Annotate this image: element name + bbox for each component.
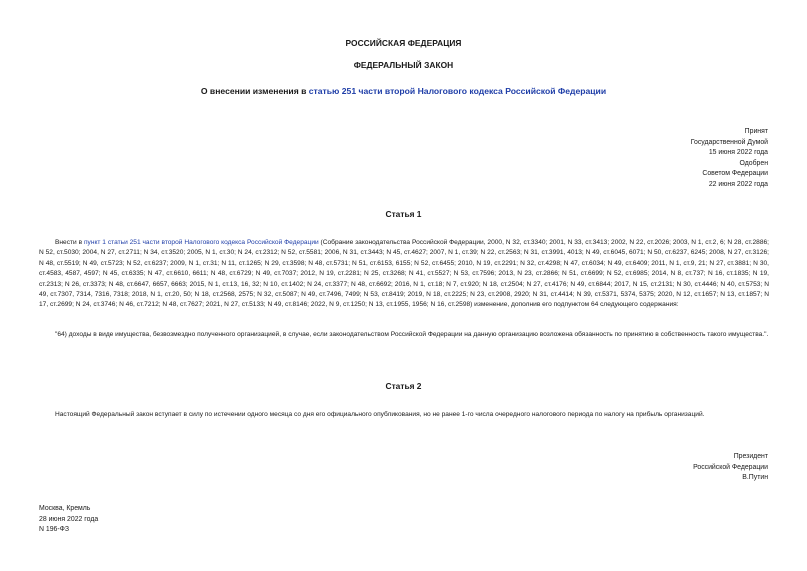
adoption-line: 22 июня 2022 года [708,180,768,188]
law-title [0,86,807,96]
adoption-line: Государственной Думой [690,138,768,146]
signature-line: В.Путин [742,474,768,482]
article-2-body [39,410,769,420]
article-1-quote-text: "64) доходы в виде имущества, безвозмездно полученного организацией, в случае, если законодательством Российской Федерации на данную организацию возложена обязанность по принятию в собственность такого имущества.". [55,331,769,338]
signature-line: Президент [733,453,768,460]
article-1-quote [39,330,769,340]
law-title-prefix: О внесении изменения в [200,86,309,96]
article-1-text: (Собрание законодательства Российской Федерации, 2000, N 32, ст.3340; 2001, N 33, ст.3413; 2002, N 22, ст.2026; 2003, N 1, ст.2, 6; N 28, ст.2886; N 52, ст.5030; 2004, N 27, ст.2711; N 34, ст.3520; 2005, N 1, ст.30; N 24, ст.2312; N 52, ст.5581; 2006, N 31, ст.3443; N 45, ст.4627; 2007, N 1, ст.39; N 22, ст.2563; N 31, ст.3991, 4013; N 49, ст.6045, 6071; N 50, ст.6237, 6245; 2008, N 27, ст.3126; N 48, ст.5519; N 49, ст.5723; N 52, ст.6237; 2009, N 1, ст.31; N 11, ст.1265; N 29, ст.3598; N 48, ст.5731; N 51, ст.6153, 6155; N 52, ст.6455; 2010, N 19, ст.2291; N 32, ст.4298; N 47, ст.6034; N 49, ст.6409; 2011, N 1, ст.9, 21; N 27, ст.3881; N 30, ст.4583, 4587, 4597; N 45, ст.6335; N 47, ст.6610, 6611; N 48, ст.6729; N 49, ст.7037; 2012, N 19, ст.2281; N 25, ст.3268; N 41, ст.5527; N 53, ст.7596; 2013, N 23, ст.2866; N 51, ст.6699; N 52, ст.6985; 2014, N 8, ст.737; N 16, ст.1835; N 19, ст.2313; N 26, ст.3373; N 48, ст.6647, 6657, 6663; 2015, N 1, ст.13, 16, 32; N 10, ст.1402; N 24, ст.3377; N 48, ст.6692; 2016, N 1, ст.18; N 7, ст.920; N 18, ст.2504; N 27, ст.4176; N 49, ст.6844; 2017, N 15, ст.2131; N 30, ст.4446; N 40, ст.5753; N 49, ст.7307, 7314, 7316, 7318; 2018, N 1, ст.20, 50; N 18, ст.2568, 2575; N 32, ст.5087; N 49, ст.7496, 7499; N 53, ст.8419; 2019, N 18, ст.2225; N 23, ст.2908, 2920; N 31, ст.4414; N 39, ст.5371, 5374, 5375; 2020, N 12, ст.1657; N 13, ст.1857; N 17, ст.2699; N 24, ст.3746; N 46, ст.7212; N 48, ст.7627; 2021, N 27, ст.5133; N 49, ст.8146; 2022, N 9, ст.1250; N 13, ст.1955, 1956; N 16, ст.2598) изменение, дополнив его подпунктом 64 следующего содержания: [39,239,769,309]
signature-line: Российской Федерации [693,463,768,471]
article-2-text: Настоящий Федеральный закон вступает в силу по истечении одного месяца со дня его официального опубликования, но не ранее 1-го числа очередного налогового периода по налогу на прибыль организаций. [55,411,705,418]
adoption-line: Советом Федерации [702,170,768,178]
adoption-block [691,127,768,191]
country-heading: РОССИЙСКАЯ ФЕДЕРАЦИЯ [345,38,462,48]
adoption-line: 15 июня 2022 года [708,149,768,157]
article-1-link[interactable]: пункт 1 статьи 251 части второй Налогового кодекса Российской Федерации [83,239,319,246]
article-2-heading: Статья 2 [385,381,422,391]
place-date-block [39,504,98,536]
adoption-line: Принят [744,128,768,135]
article-1-intro: Внести в [55,239,84,246]
law-type-heading: ФЕДЕРАЛЬНЫЙ ЗАКОН [353,60,454,70]
signature-block [693,452,768,484]
date-line: 28 июня 2022 года [39,515,99,523]
law-title-link[interactable]: статью 251 части второй Налогового кодекса Российской Федерации [308,86,607,96]
article-1-body [39,238,769,311]
law-number-line: N 196-ФЗ [39,526,70,534]
article-1-heading: Статья 1 [385,209,422,219]
adoption-line: Одобрен [739,159,768,167]
place-line: Москва, Кремль [39,505,91,512]
